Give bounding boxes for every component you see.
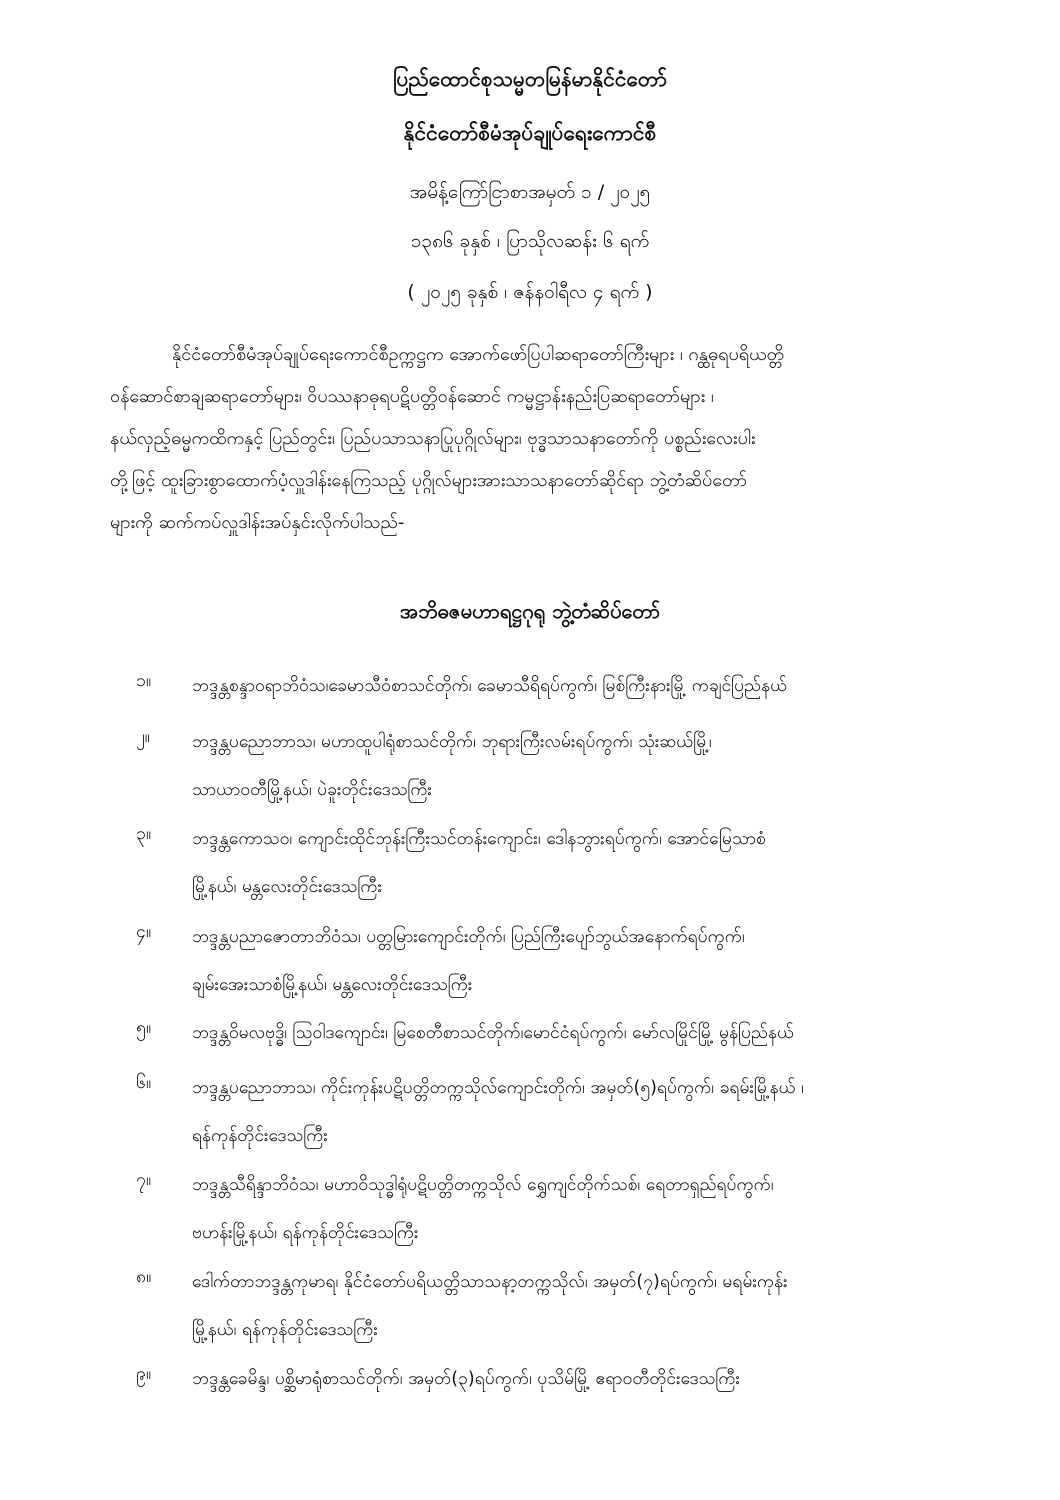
item-line: ဘဒ္ဒန္တကောသဝ၊ ကျောင်းထိုင်ဘုန်းကြီးသင်တန်းကျောင်း၊ ဒေါနဘွားရပ်ကွက်၊ အောင်မြေသာစံ [192,829,766,849]
intro-paragraph [110,334,1026,544]
item-text [192,913,1026,1009]
intro-line [110,334,1026,376]
item-number: ၈။ [136,1267,152,1287]
gregorian-date: ( ၂၀၂၅ ခုနှစ် ၊ ဇန်နဝါရီလ ၄ ရက် ) [407,281,653,303]
item-line: မြို့နယ်၊ ရန်ကုန်တိုင်းဒေသကြီး [192,1320,378,1340]
intro-line: ဝန်ဆောင်စာချဆရာတော်များ၊ ဝိပဿနာဓုရပဋိပတ္တိဝန်ဆောင် ကမ္မဋ္ဌာန်းနည်းပြဆရာတော်များ ၊ [110,386,714,407]
item-line: ဗဟန်းမြို့နယ်၊ ရန်ကုန်တိုင်းဒေသကြီး [192,1223,419,1243]
item-line: ဘဒ္ဒန္တပညာဇောတာဘိဝံသ၊ ပတ္တမြားကျောင်းတိုက်၊ ပြည်ကြီးပျော်ဘွယ်အနောက်ရပ်ကွက်၊ [192,927,745,947]
intro-line: တို့ဖြင့် ထူးခြားစွာထောက်ပံ့လှူဒါန်းနေကြသည့် ပုဂ္ဂိုလ်များအားသာသနာတော်ဆိုင်ရာ ဘွဲ့တံဆိပ်တော် [110,470,747,491]
item-line: ဘဒ္ဒန္တပညောဘာသ၊ မဟာထူပါရုံစာသင်တိုက်၊ ဘုရားကြီးလမ်းရပ်ကွက်၊ သုံးဆယ်မြို့၊ [192,732,712,752]
item-text [192,662,1026,710]
item-line: ဘဒ္ဒန္တသီရိန္ဒာဘိဝံသ၊ မဟာဝိသုဒ္ဓါရုံပဋိပတ္တိတက္ကသိုလ် ရွှေကျင်တိုက်သစ်၊ ရေတာရှည်ရပ်ကွက်၊ [192,1175,774,1195]
item-number: ၁။ [136,671,152,691]
order-number: အမိန့်ကြော်ငြာစာအမှတ် ၁ / ၂၀၂၅ [409,181,651,203]
item-number: ၂။ [136,727,150,747]
item-line: ဘဒ္ဒန္တခေမိန္ဒ၊ ပစ္ဆိမာရုံစာသင်တိုက်၊ အမှတ်(၃)ရပ်ကွက်၊ ပုသိမ်မြို့ ဧရာဝတီတိုင်းဒေသကြီး [192,1369,740,1389]
intro-line: များကို ဆက်ကပ်လှူဒါန်းအပ်နှင်းလိုက်ပါသည်- [110,512,405,533]
item-line: ဘဒ္ဒန္တပညောဘာသ၊ ကိုင်းကုန်းပဋိပတ္တိတက္ကသိုလ်ကျောင်းတိုက်၊ အမှတ်(၅)ရပ်ကွက်၊ ခရမ်းမြို့နယ် ၊ [192,1078,804,1098]
country-title: ပြည်ထောင်စုသမ္မတမြန်မာနိုင်ငံတော် [392,67,667,91]
item-line: ဘဒ္ဒန္တစန္ဒာဝရာဘိဝံသ၊ခေမာသီဝံစာသင်တိုက်၊ ခေမာသီရိရပ်ကွက်၊ မြစ်ကြီးနားမြို့ ကချင်ပြည်နယ် [192,676,788,696]
section-heading: အဘိဓဇမဟာရဋ္ဌဂုရု ဘွဲ့တံဆိပ်တော် [399,599,661,623]
item-text [192,1064,1026,1160]
item-number: ၆။ [136,1073,152,1093]
item-line: မြို့နယ်၊ မန္တလေးတိုင်းဒေသကြီး [192,877,382,897]
item-text [192,815,1026,911]
item-line: ဒေါက်တာဘဒ္ဒန္တကုမာရ၊ နိုင်ငံတော်ပရိယတ္တိသာသနာ့တက္ကသိုလ်၊ အမှတ်(၇)ရပ်ကွက်၊ မရမ်းကုန်း [192,1272,788,1292]
council-title: နိုင်ငံတော်စီမံအုပ်ချုပ်ရေးကောင်စီ [403,121,657,145]
item-text [192,718,1026,814]
item-number: ၇။ [136,1170,152,1190]
item-line: ချမ်းအေးသာစံမြို့နယ်၊ မန္တလေးတိုင်းဒေသကြီး [192,975,473,995]
item-line: ရန်ကုန်တိုင်းဒေသကြီး [192,1126,328,1146]
intro-line: နယ်လှည့်ဓမ္မကထိကနှင့် ပြည်တွင်း၊ ပြည်ပသာသနာပြုပုဂ္ဂိုလ်များ၊ ဗုဒ္ဓသာသနာတော်ကို ပစ္စည်းလေးပါး [110,428,756,449]
item-text [192,1161,1026,1257]
item-text [192,1009,1026,1057]
myanmar-date: ၁၃၈၆ ခုနှစ် ၊ ပြာသိုလဆန်း ၆ ရက် [410,230,650,252]
item-number: ၃။ [136,824,152,844]
item-line: ဘဒ္ဒန္တဝိမလဗုဒ္ဓိ၊ သြဝါဒကျောင်း၊ မြစေတီစာသင်တိုက်၊မောင်ငံရပ်ကွက်၊ မော်လမြိုင်မြို့ မွန်ပြည်နယ် [192,1023,794,1043]
item-number: ၅။ [136,1018,152,1038]
item-text [192,1355,1026,1403]
item-line: သာယာဝတီမြို့နယ်၊ ပဲခူးတိုင်းဒေသကြီး [192,780,433,800]
item-number: ၄။ [136,922,152,942]
item-text [192,1258,1026,1354]
item-number: ၉။ [136,1364,152,1384]
intro-line-text: နိုင်ငံတော်စီမံအုပ်ချုပ်ရေးကောင်စီဥက္ကဋ္ဌက အောက်ဖော်ပြပါဆရာတော်ကြီးများ ၊ ဂန္ထဓုရပရိယတ္တိ [172,344,785,365]
